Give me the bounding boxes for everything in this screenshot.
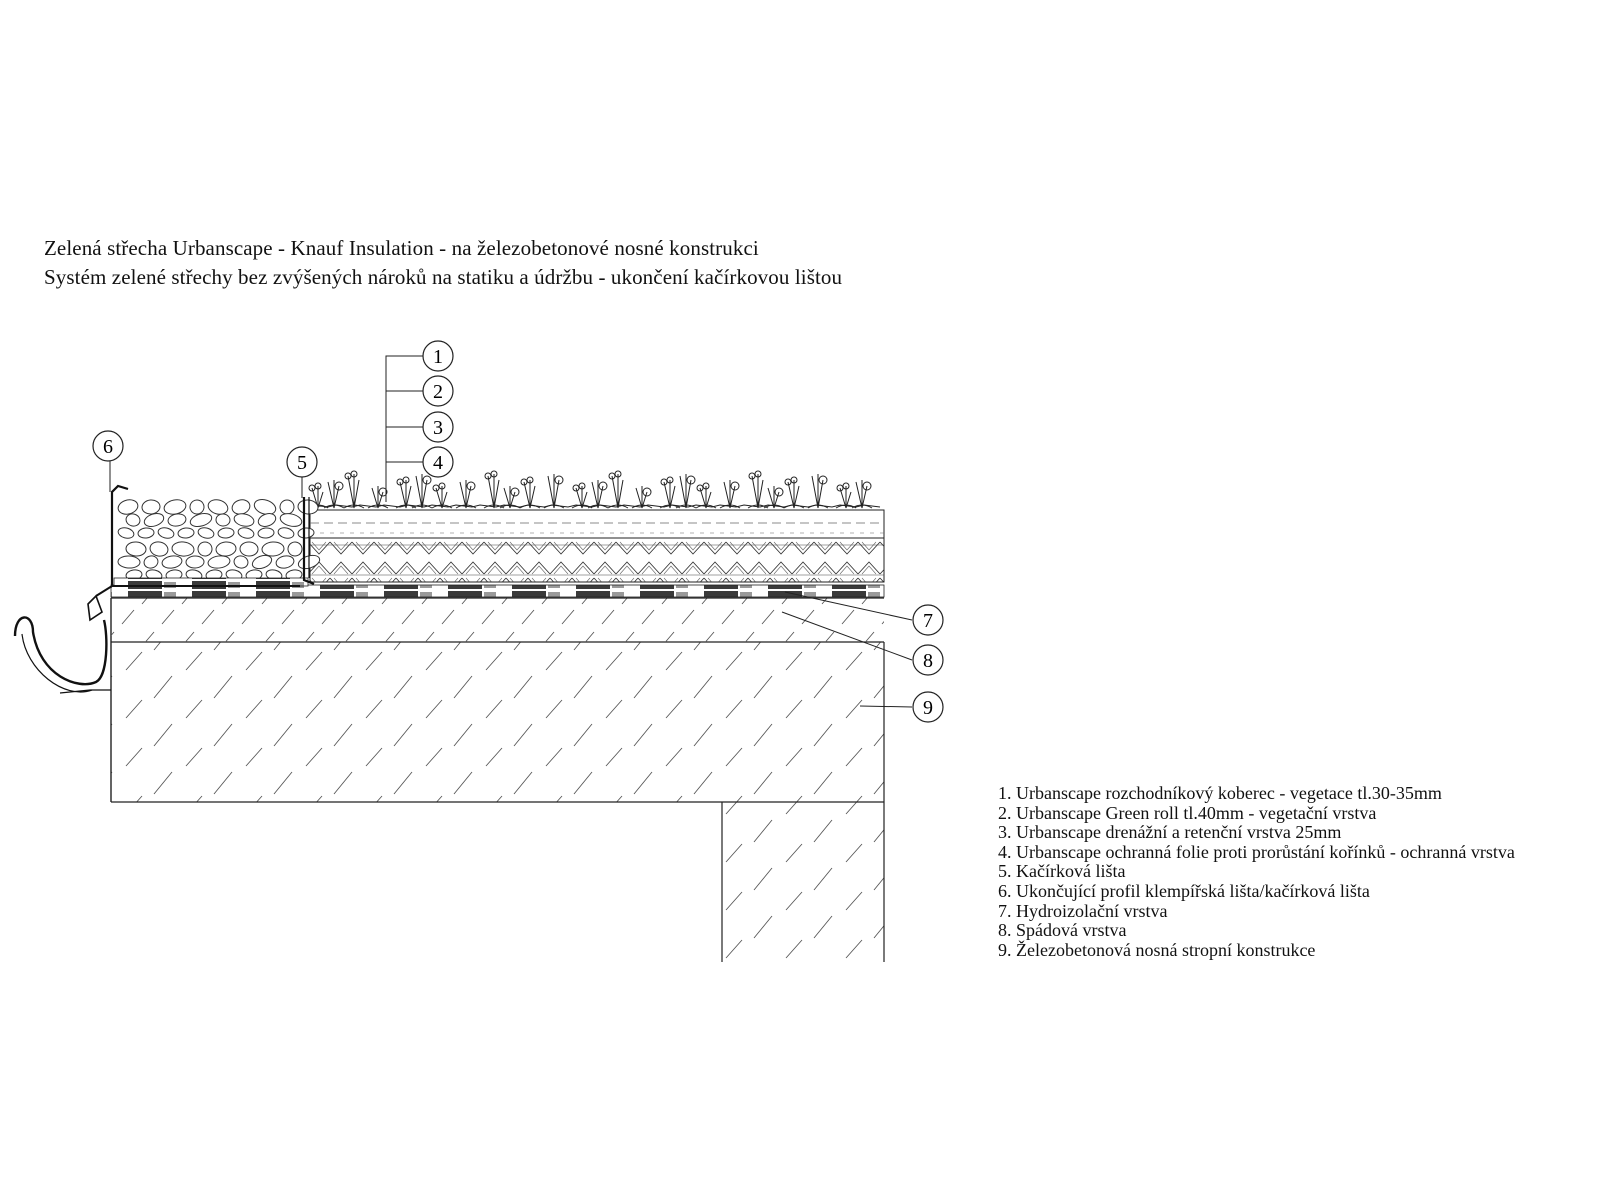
gravel-strip — [114, 491, 321, 586]
plant-stem — [396, 480, 416, 508]
callout-5 — [287, 447, 317, 477]
plant-stem — [544, 474, 564, 508]
callout-2 — [423, 376, 453, 406]
legend-item: 1. Urbanscape rozchodníkový koberec - vegetace tl.30-35mm — [998, 783, 1442, 803]
drainage-retention-layer — [310, 538, 884, 582]
legend-item: 7. Hydroizolační vrstva — [998, 900, 1168, 921]
green-roll-layer — [310, 510, 884, 538]
plant-stem — [852, 480, 872, 508]
plant-stem — [500, 486, 520, 508]
sedum-vegetation — [308, 471, 880, 508]
legend-item: 2. Urbanscape Green roll tl.40mm - vegetační vrstva — [998, 802, 1377, 823]
callout-8-label: 8 — [923, 650, 933, 672]
gutter — [15, 617, 111, 693]
gravel-stone — [118, 556, 140, 569]
callout-7-label: 7 — [923, 610, 933, 632]
slope-screed-layer — [111, 598, 884, 642]
callout-5-label: 5 — [297, 452, 307, 474]
gravel-stone — [240, 542, 258, 557]
plant-stem — [588, 480, 608, 508]
drawing-subtitle: Systém zelené střechy bez zvýšených nároků na statiku a údržbu - ukončení kačírkovou lištou — [44, 265, 843, 289]
callout-2-label: 2 — [433, 381, 443, 403]
callout-4 — [423, 447, 453, 477]
callout-1 — [423, 341, 453, 371]
callout-1-label: 1 — [433, 346, 443, 368]
legend-item: 6. Ukončující profil klempířská lišta/kačírková lišta — [998, 880, 1370, 901]
legend-item: 8. Spádová vrstva — [998, 920, 1127, 941]
callout-9 — [913, 692, 943, 722]
plant-stem — [520, 480, 540, 508]
callout-7 — [913, 605, 943, 635]
legend-item: 5. Kačírková lišta — [998, 861, 1126, 882]
plant-stem — [660, 480, 680, 508]
plant-stem — [764, 486, 784, 508]
plant-stem — [808, 474, 828, 508]
legend — [998, 784, 1515, 960]
callout-6-label: 6 — [103, 436, 113, 458]
drawing-title: Zelená střecha Urbanscape - Knauf Insulation - na železobetonové nosné konstrukci — [44, 236, 759, 260]
legend-item: 9. Železobetonová nosná stropní konstrukce — [998, 939, 1316, 960]
legend-item: 4. Urbanscape ochranná folie proti prorůstání kořínků - ochranná vrstva — [998, 841, 1515, 862]
plant-stem — [720, 480, 740, 508]
callout-3-label: 3 — [433, 417, 443, 439]
plant-stem — [324, 480, 344, 508]
gravel-stone — [186, 556, 204, 569]
plant-stem — [412, 474, 432, 508]
callout-3 — [423, 412, 453, 442]
callout-6 — [93, 431, 123, 461]
callout-8 — [913, 645, 943, 675]
plant-stem — [676, 474, 696, 508]
concrete-slab — [111, 598, 884, 962]
plant-stem — [456, 480, 476, 508]
callout-9-label: 9 — [923, 697, 933, 719]
callout-4-label: 4 — [433, 452, 443, 474]
plant-stem — [784, 480, 804, 508]
legend-item: 3. Urbanscape drenážní a retenční vrstva 25mm — [998, 822, 1342, 843]
gravel-stone — [280, 500, 294, 514]
